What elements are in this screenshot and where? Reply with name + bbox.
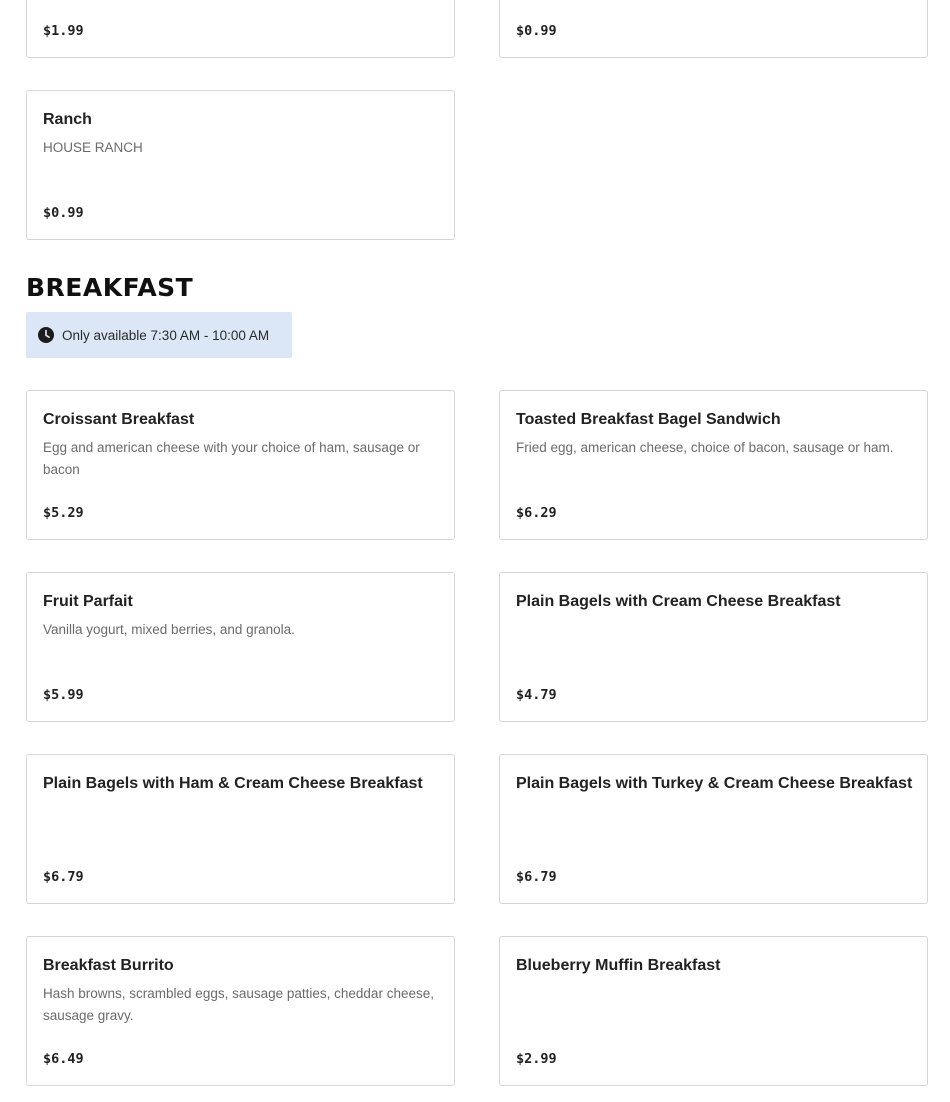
item-name: Toasted Breakfast Bagel Sandwich bbox=[516, 411, 781, 428]
section-title-breakfast: BREAKFAST bbox=[26, 273, 194, 302]
item-description: Egg and american cheese with your choice of ham, sausage or bacon bbox=[43, 440, 420, 477]
menu-item-card[interactable] bbox=[499, 0, 928, 58]
menu-item-card[interactable] bbox=[499, 754, 928, 904]
item-price: $5.99 bbox=[43, 687, 84, 703]
item-price: $6.79 bbox=[43, 869, 84, 885]
menu-item-card[interactable] bbox=[26, 936, 455, 1086]
menu-item-card[interactable] bbox=[26, 90, 455, 240]
item-name: Breakfast Burrito bbox=[43, 957, 174, 974]
clock-icon bbox=[38, 327, 54, 343]
menu-item-card[interactable] bbox=[26, 390, 455, 540]
menu-item-card[interactable] bbox=[499, 936, 928, 1086]
item-price: $1.99 bbox=[43, 23, 84, 39]
item-price: $0.99 bbox=[516, 23, 557, 39]
item-price: $4.79 bbox=[516, 687, 557, 703]
item-price: $2.99 bbox=[516, 1051, 557, 1067]
item-name: Croissant Breakfast bbox=[43, 411, 195, 428]
item-name: Blueberry Muffin Breakfast bbox=[516, 957, 721, 974]
menu-item-card[interactable] bbox=[26, 0, 455, 58]
item-description: Fried egg, american cheese, choice of bacon, sausage or ham. bbox=[516, 440, 894, 455]
item-price: $6.79 bbox=[516, 869, 557, 885]
item-name: Ranch bbox=[43, 111, 92, 128]
menu-item-card[interactable] bbox=[499, 390, 928, 540]
item-description: HOUSE RANCH bbox=[43, 140, 143, 155]
item-price: $6.29 bbox=[516, 505, 557, 521]
item-price: $0.99 bbox=[43, 205, 84, 221]
menu-item-card[interactable] bbox=[499, 572, 928, 722]
item-description: Hash browns, scrambled eggs, sausage patties, cheddar cheese, sausage gravy. bbox=[43, 986, 434, 1023]
item-price: $5.29 bbox=[43, 505, 84, 521]
item-name: Plain Bagels with Ham & Cream Cheese Breakfast bbox=[43, 775, 423, 792]
item-description: Vanilla yogurt, mixed berries, and granola. bbox=[43, 622, 295, 637]
menu-item-card[interactable] bbox=[26, 754, 455, 904]
availability-text: Only available 7:30 AM - 10:00 AM bbox=[62, 327, 270, 343]
menu-item-card[interactable] bbox=[26, 572, 455, 722]
item-name: Fruit Parfait bbox=[43, 593, 133, 610]
item-name: Plain Bagels with Turkey & Cream Cheese Breakfast bbox=[516, 775, 913, 792]
availability-banner bbox=[26, 312, 292, 358]
item-price: $6.49 bbox=[43, 1051, 84, 1067]
item-name: Plain Bagels with Cream Cheese Breakfast bbox=[516, 593, 841, 610]
